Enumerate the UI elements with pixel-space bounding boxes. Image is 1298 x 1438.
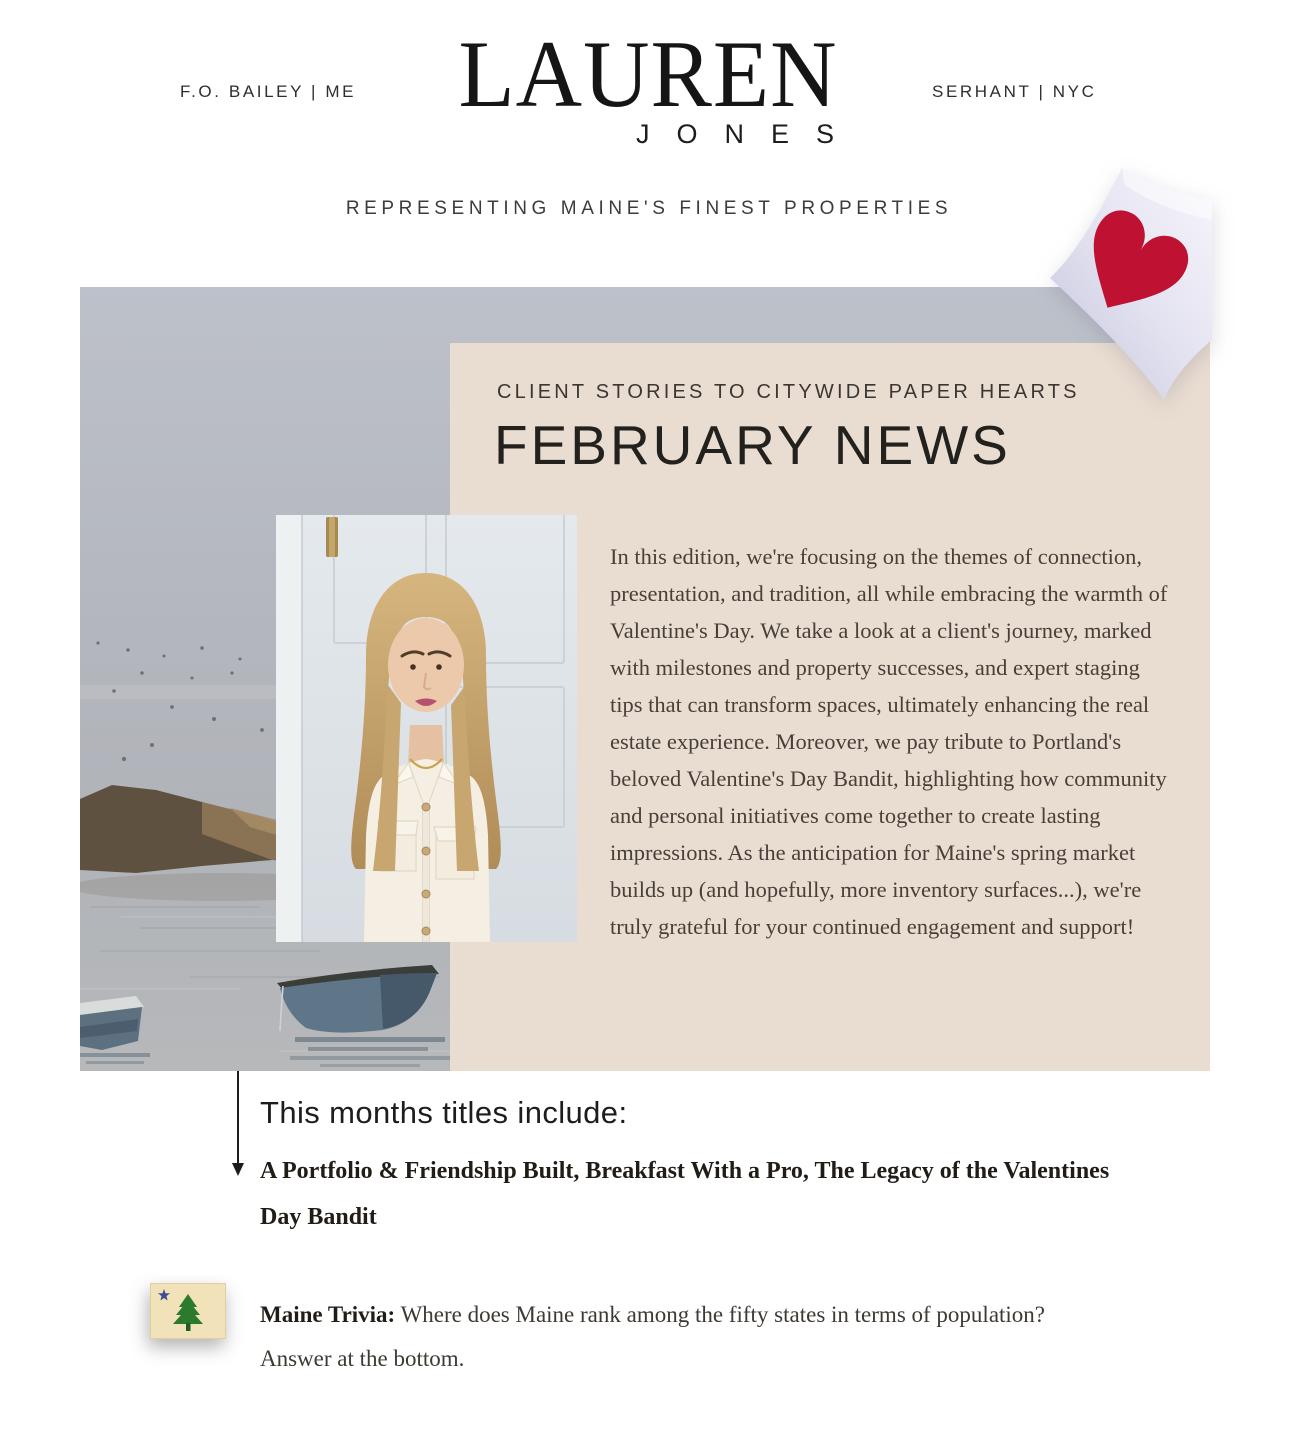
kicker: CLIENT STORIES TO CITYWIDE PAPER HEARTS: [497, 381, 1080, 403]
trivia-label: Maine Trivia:: [260, 1302, 396, 1327]
brand-right: SERHANT | NYC: [932, 82, 1097, 101]
page-title: FEBRUARY NEWS: [494, 414, 1011, 476]
trivia-answer-note: Answer at the bottom.: [260, 1346, 465, 1371]
logo-jones: JONES: [636, 119, 862, 149]
titles-line: A Portfolio & Friendship Built, Breakfast With a Pro, The Legacy of the Valentines: [260, 1158, 1110, 1184]
titles-heading: This months titles include:: [260, 1095, 628, 1130]
trivia-text: [260, 1293, 1240, 1381]
agent-portrait-photo: [276, 515, 577, 942]
trivia-question: Where does Maine rank among the fifty states in terms of population?: [400, 1302, 1046, 1327]
intro-paragraph: In this edition, we're focusing on the themes of connection, presentation, and tradition, all while embracing the warmth of Valentine's Day. We take a look at a client's journey, marked with milestones and property successes, and expert staging tips that can transform spaces, ultimately enhancing the real estate experience. Moreover, we pay tribute to Portland's beloved Valentine's Day Bandit, highlighting how community and personal initiatives come together to create lasting impressions. As the anticipation for Maine's spring market builds up (and hopefully, more inventory surfaces...), we're truly grateful for your continued engagement and support!: [610, 543, 1168, 939]
paper-heart-graphic: [1044, 160, 1214, 410]
brand-left: F.O. BAILEY | ME: [180, 82, 357, 101]
arrow-down-icon: [228, 1071, 248, 1177]
titles-line: Day Bandit: [260, 1204, 377, 1230]
portrait-photo: [276, 515, 577, 942]
paper-heart: [1044, 160, 1214, 410]
logo-lauren: LAUREN: [458, 20, 838, 127]
maine-flag: [150, 1283, 226, 1339]
tagline: REPRESENTING MAINE'S FINEST PROPERTIES: [345, 198, 953, 219]
titles-list: [260, 1148, 1180, 1240]
maine-1901-pine-tree-flag-icon: [150, 1283, 226, 1339]
down-arrow: [228, 1071, 248, 1177]
